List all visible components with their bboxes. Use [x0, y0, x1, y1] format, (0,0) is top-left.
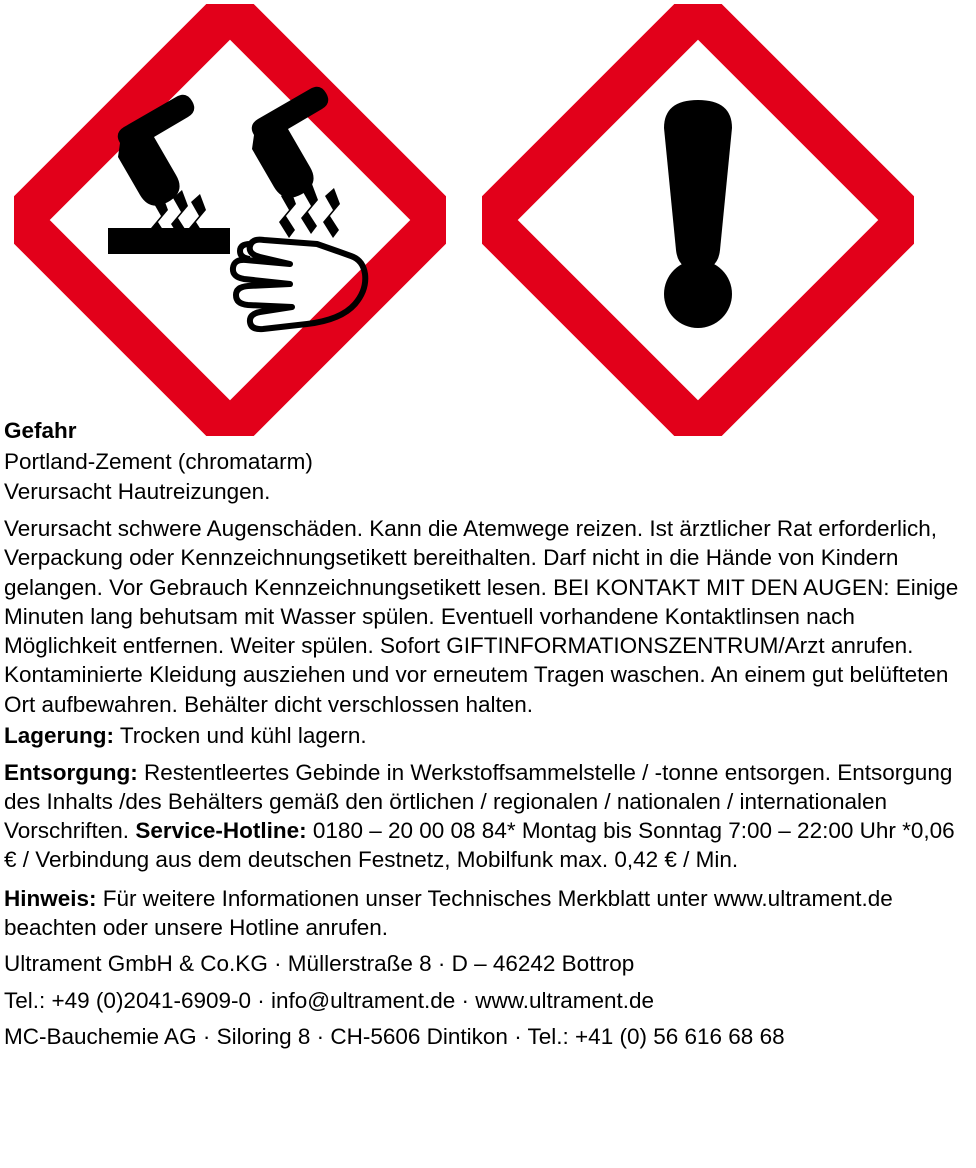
hotline-label: Service-Hotline: — [135, 818, 307, 843]
signal-word: Gefahr — [4, 418, 77, 443]
company-line-3: MC-Bauchemie AG · Siloring 8 · CH-5606 Dintikon · Tel.: +41 (0) 56 616 68 68 — [4, 1024, 785, 1050]
storage-label: Lagerung: — [4, 722, 114, 748]
note-label: Hinweis: — [4, 885, 97, 911]
note-paragraph — [4, 884, 972, 943]
ghs05-corrosion-icon — [14, 4, 446, 436]
note-text: Für weitere Informationen unser Technisches Merkblatt unter www.ultrament.de beachten oder unsere Hotline anrufen. — [4, 885, 893, 940]
company-line-2: Tel.: +49 (0)2041-6909-0 · info@ultrament.de · www.ultrament.de — [4, 987, 655, 1013]
hotline-hours: Montag bis Sonntag 7:00 – 22:00 Uhr *0,06 € / Verbindung aus dem deutschen Festnetz, Mobilfunk max. 0,42 € / Min. — [4, 818, 955, 873]
pictogram-row — [0, 0, 976, 440]
label-text-block — [4, 416, 972, 1053]
disposal-paragraph — [4, 758, 972, 875]
hazard-short: Verursacht Hautreizungen. — [4, 479, 271, 505]
company-line-1: Ultrament GmbH & Co.KG · Müllerstraße 8 · D – 46242 Bottrop — [4, 951, 635, 976]
storage-paragraph — [4, 721, 972, 751]
ghs07-exclamation-icon — [482, 4, 914, 436]
hotline-number: 0180 – 20 00 08 84* — [312, 818, 516, 843]
storage-text: Trocken und kühl lagern. — [119, 722, 367, 748]
disposal-label: Entsorgung: — [4, 759, 138, 785]
disposal-text: Restentleertes Gebinde in Werkstoffsammelstelle / -tonne entsorgen. Entsorgung des Inhalts /des Behälters gemäß den örtlichen / regionalen / nationalen / internationalen Vorschriften. — [4, 759, 953, 843]
hazard-statements: Verursacht schwere Augenschäden. Kann die Atemwege reizen. Ist ärztlicher Rat erforderlich, Verpackung oder Kennzeichnungsetikett bereithalten. Darf nicht in die Hände von Kindern gelangen. Vor Gebrauch Kennzeichnungsetikett lesen. BEI KONTAKT MIT DEN AUGEN: Einige Minuten lang behutsam mit Wasser spülen. Eventuell vorhandene Kontaktlinsen nach Möglichkeit entfernen. Weiter spülen. Sofort GIFTINFORMATIONSZENTRUM/Arzt anrufen. Kontaminierte Kleidung ausziehen und vor erneutem Tragen waschen. An einem gut belüfteten Ort aufbewahren. Behälter dicht verschlossen halten. — [4, 516, 959, 717]
product-name: Portland-Zement (chromatarm) — [4, 448, 313, 474]
